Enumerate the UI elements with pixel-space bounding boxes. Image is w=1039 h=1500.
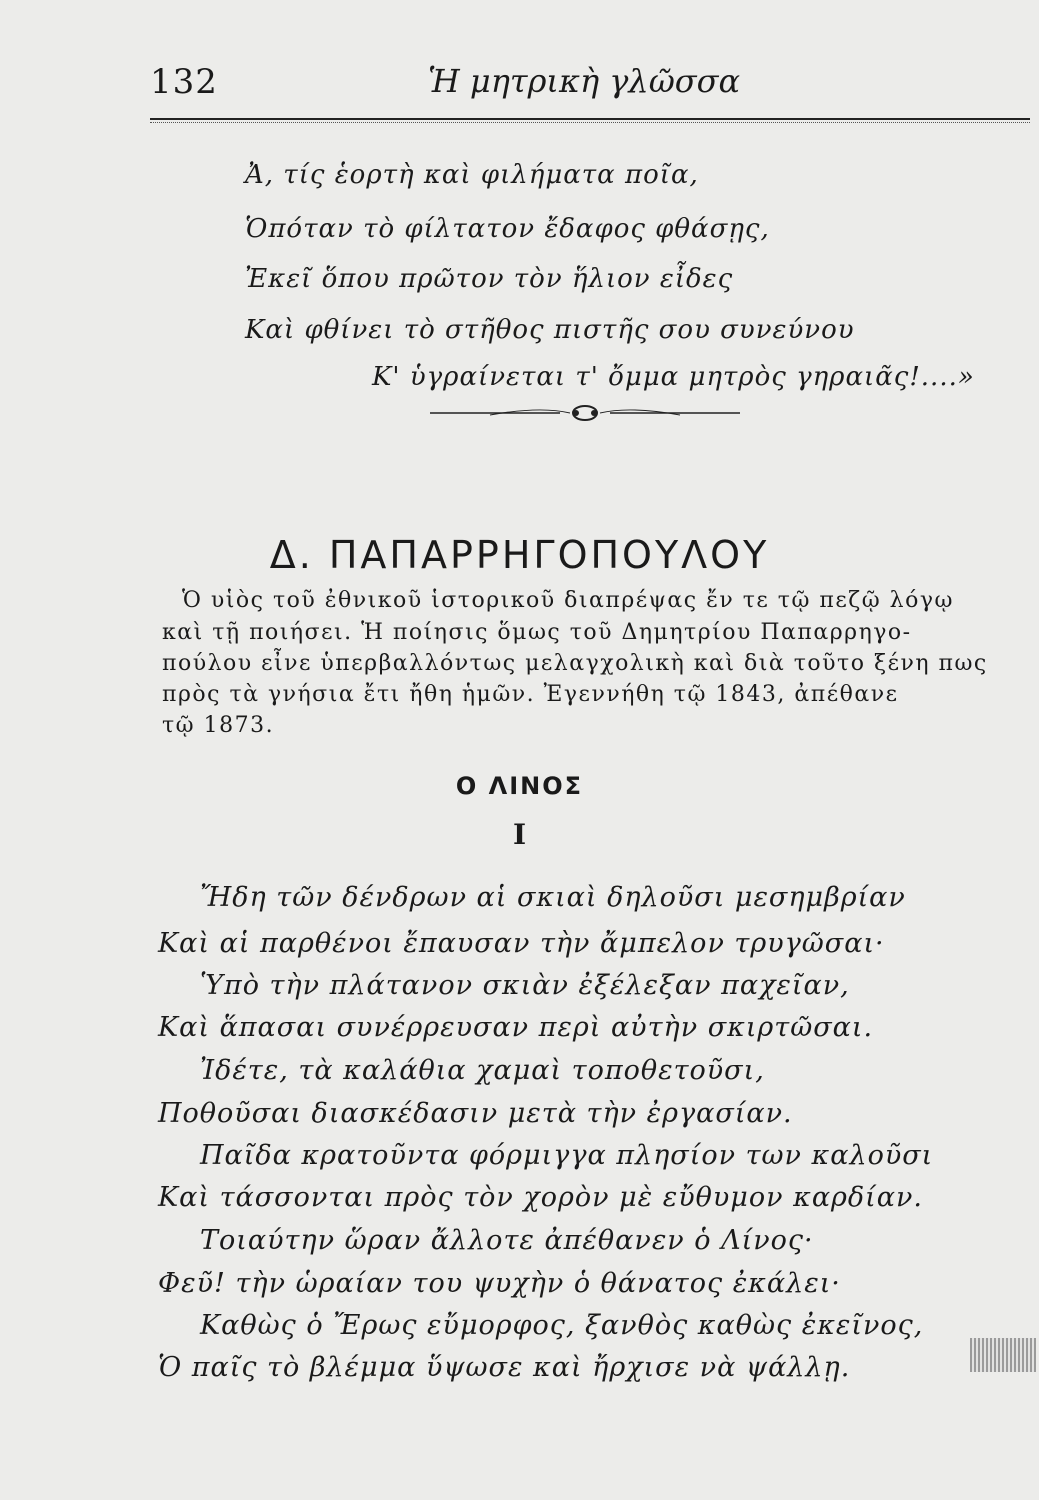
- poem-line: Καὶ τάσσονται πρὸς τὸν χορὸν μὲ εὔθυμον καρδίαν.: [158, 1182, 923, 1213]
- poem-line: Ποθοῦσαι διασκέδασιν μετὰ τὴν ἐργασίαν.: [158, 1098, 793, 1129]
- ornament-divider: [430, 398, 740, 428]
- poem-line: Τοιαύτην ὥραν ἄλλοτε ἀπέθανεν ὁ Λίνος·: [200, 1225, 814, 1256]
- top-poem-line: Ὁπόταν τὸ φίλτατον ἔδαφος φθάσῃς,: [245, 214, 770, 244]
- poem-line: Ἰδέτε, τὰ καλάθια χαμαὶ τοποθετοῦσι,: [200, 1055, 765, 1086]
- poem-line: Φεῦ! τὴν ὡραίαν του ψυχὴν ὁ θάνατος ἐκάλει·: [158, 1268, 841, 1299]
- bio-line: Ὁ υἱὸς τοῦ ἐθνικοῦ ἱστορικοῦ διαπρέψας ἔν τε τῷ πεζῷ λόγῳ: [182, 588, 954, 613]
- bio-line: πρὸς τὰ γνήσια ἔτι ἤθη ἡμῶν. Ἐγεννήθη τῷ 1843, ἀπέθανε: [162, 682, 899, 707]
- poem-line: Ἤδη τῶν δένδρων αἱ σκιαὶ δηλοῦσι μεσημβρίαν: [200, 882, 906, 913]
- bio-line: τῷ 1873.: [162, 713, 275, 738]
- header-rule: [150, 118, 1030, 123]
- bio-line: πούλου εἶνε ὑπερβαλλόντως μελαγχολικὴ καὶ διὰ τοῦτο ξένη πως: [162, 651, 988, 676]
- poem-line: Καθὼς ὁ Ἔρως εὔμορφος, ξανθὸς καθὼς ἐκεῖνος,: [200, 1310, 924, 1341]
- poem-line: Καὶ αἱ παρθένοι ἔπαυσαν τὴν ἄμπελον τρυγῶσαι·: [158, 928, 885, 959]
- page-number: 132: [150, 62, 218, 102]
- running-title: Ἡ μητρικὴ γλῶσσα: [428, 62, 741, 100]
- poem-line: Ὁ παῖς τὸ βλέμμα ὕψωσε καὶ ἤρχισε νὰ ψάλλῃ.: [158, 1352, 851, 1383]
- top-poem-line: Καὶ φθίνει τὸ στῆθος πιστῆς σου συνεύνου: [245, 315, 855, 345]
- margin-print-mark: [970, 1338, 1036, 1372]
- poem-line: Καὶ ἅπασαι συνέρρευσαν περὶ αὐτὴν σκιρτῶσαι.: [158, 1012, 874, 1043]
- top-poem-line: Κ' ὑγραίνεται τ' ὄμμα μητρὸς γηραιᾶς!....»: [372, 362, 975, 392]
- poem-line: Παῖδα κρατοῦντα φόρμιγγα πλησίον των καλοῦσι: [200, 1140, 934, 1171]
- poem-title: Ο ΛΙΝΟΣ: [455, 772, 584, 800]
- bio-line: καὶ τῇ ποιήσει. Ἡ ποίησις ὅμως τοῦ Δημητρίου Παπαρρηγο-: [162, 620, 912, 645]
- top-poem-line: Ἀ, τίς ἑορτὴ καὶ φιλήματα ποῖα,: [245, 160, 699, 190]
- top-poem-line: Ἐκεῖ ὅπου πρῶτον τὸν ἥλιον εἶδες: [245, 264, 734, 294]
- author-heading: Δ. ΠΑΠΑΡΡΗΓΟΠΟΥΛΟΥ: [269, 533, 770, 578]
- section-number: I: [512, 818, 527, 851]
- poem-line: Ὑπὸ τὴν πλάτανον σκιὰν ἐξέλεξαν παχεῖαν,: [200, 970, 850, 1001]
